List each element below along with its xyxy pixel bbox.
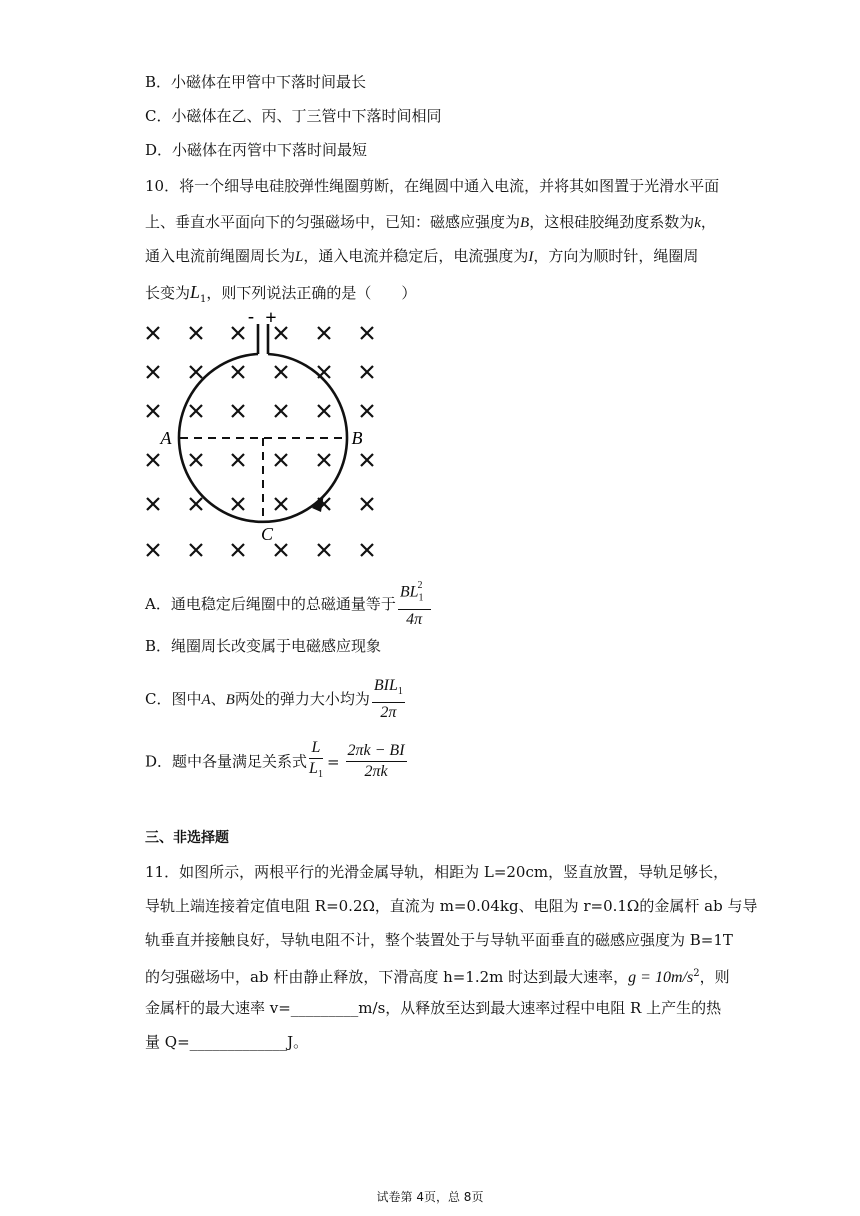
q10-stem-line4: 长变为$L_1$，则下列说法正确的是（ ） bbox=[145, 282, 417, 305]
q10-option-a: A．通电稳定后绳圈中的总磁通量等于 $\frac{BL_1^2}{4\pi}$ bbox=[145, 578, 431, 630]
q11-line1: 11．如图所示，两根平行的光滑金属导轨，相距为 L=20cm，竖直放置，导轨足够长， bbox=[145, 863, 729, 881]
q10-option-d: D．题中各量满足关系式 $\frac{L}{L_1}$ = $\frac{2\pi k - BI}{2\pi k}$ bbox=[145, 738, 407, 785]
q11-line6: 量 Q=_____________J。 bbox=[145, 1033, 309, 1051]
q9-option-d: D．小磁体在丙管中下落时间最短 bbox=[145, 141, 368, 159]
label-b: B bbox=[351, 428, 363, 448]
terminal-plus: + bbox=[265, 308, 277, 329]
q10-stem-line2: 上、垂直水平面向下的匀强磁场中，已知：磁感应强度为B，这根硅胶绳劲度系数为k， bbox=[145, 213, 716, 231]
label-a: A bbox=[160, 428, 172, 448]
section-heading: 三、非选择题 bbox=[145, 830, 229, 846]
q10-option-a-fraction: $\frac{BL_1^2}{4\pi}$ bbox=[398, 578, 431, 630]
q11-line2: 导轨上端连接着定值电阻 R=0.2Ω，直流为 m=0.04kg、电阻为 r=0.1Ω的金属杆 ab 与导 bbox=[145, 897, 758, 915]
q10-option-b: B．绳圈周长改变属于电磁感应现象 bbox=[145, 637, 382, 655]
page-footer: 试卷第 4页，总 8页 bbox=[376, 1190, 484, 1204]
magnetic-field-figure bbox=[130, 308, 400, 570]
q11-line5: 金属杆的最大速率 v=_________m/s，从释放至达到最大速率过程中电阻 R 上产生的热 bbox=[145, 999, 722, 1017]
q11-line4: 的匀强磁场中，ab 杆由静止释放，下滑高度 h=1.2m 时达到最大速率，$g = 10m/s^2$，则 bbox=[145, 968, 730, 986]
q10-stem-line3: 通入电流前绳圈周长为L，通入电流并稳定后，电流强度为I，方向为顺时针，绳圈周 bbox=[145, 247, 699, 265]
current-arrow-icon bbox=[312, 494, 324, 512]
q11-line3: 轨垂直并接触良好，导轨电阻不计，整个装置处于与导轨平面垂直的磁感应强度为 B=1T bbox=[145, 931, 733, 949]
q9-option-c: C．小磁体在乙、丙、丁三管中下落时间相同 bbox=[145, 107, 442, 125]
terminal-minus: - bbox=[248, 308, 254, 326]
label-c: C bbox=[260, 524, 274, 544]
q10-option-d-right-fraction: $\frac{2\pi k - BI}{2\pi k}$ bbox=[347, 742, 405, 781]
q10-option-c: C．图中A、B两处的弹力大小均为 $\frac{BIL_1}{2\pi}$ bbox=[145, 677, 403, 722]
q10-option-d-left-fraction: $\frac{L}{L_1}$ bbox=[309, 739, 323, 781]
q10-stem-line1: 10．将一个细导电硅胶弹性绳圈剪断，在绳圆中通入电流，并将其如图置于光滑水平面 bbox=[145, 177, 720, 195]
q9-option-b: B．小磁体在甲管中下落时间最长 bbox=[145, 73, 367, 91]
q10-option-c-fraction: $\frac{BIL_1}{2\pi}$ bbox=[373, 677, 403, 722]
